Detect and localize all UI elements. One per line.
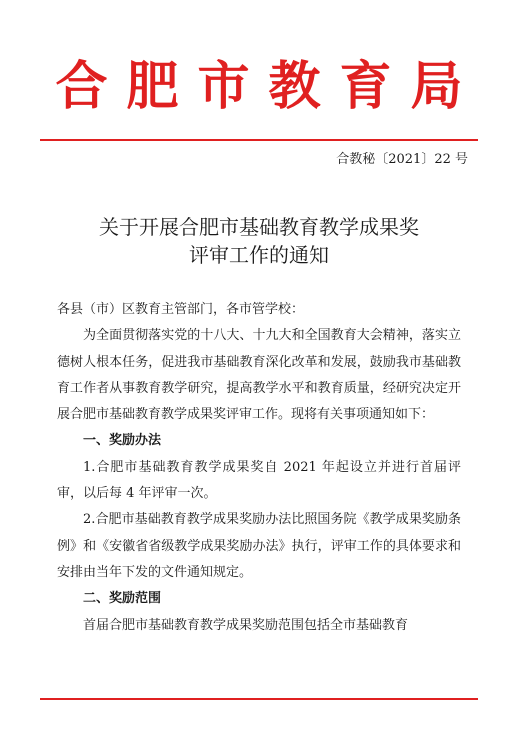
red-divider-top bbox=[40, 139, 478, 141]
section-heading-rewards: 一、奖励办法 bbox=[83, 433, 162, 449]
rewards-item-1: 1.合肥市基础教育教学成果奖自 2021 年起设立并进行首届评审，以后每 4 年评审一次。 bbox=[57, 459, 461, 502]
document-number: 合教秘〔2021〕22 号 bbox=[336, 152, 468, 167]
document-body bbox=[57, 297, 461, 639]
issuer-masthead: 合肥市教育局 bbox=[55, 56, 482, 117]
title-line-2: 评审工作的通知 bbox=[189, 243, 329, 267]
intro-paragraph: 为全面贯彻落实党的十八大、十九大和全国教育大会精神，落实立德树人根本任务，促进我市基础教育深化改革和发展，鼓励我市基础教育工作者从事教育教学研究，提高教学水平和教育质量，经研究决定开展合肥市基础教育教学成果奖评审工作。现将有关事项通知如下： bbox=[57, 328, 461, 423]
red-divider-bottom bbox=[40, 698, 478, 700]
scope-paragraph: 首届合肥市基础教育教学成果奖励范围包括全市基础教育 bbox=[83, 617, 409, 633]
section-heading-scope: 二、奖励范围 bbox=[83, 591, 162, 607]
document-title bbox=[0, 213, 518, 269]
title-line-1: 关于开展合肥市基础教育教学成果奖 bbox=[99, 215, 419, 239]
rewards-item-2: 2.合肥市基础教育教学成果奖励办法比照国务院《教学成果奖励条例》和《安徽省省级教学成果奖励办法》执行，评审工作的具体要求和安排由当年下发的文件通知规定。 bbox=[57, 512, 461, 580]
salutation: 各县（市）区教育主管部门，各市管学校： bbox=[57, 302, 305, 317]
